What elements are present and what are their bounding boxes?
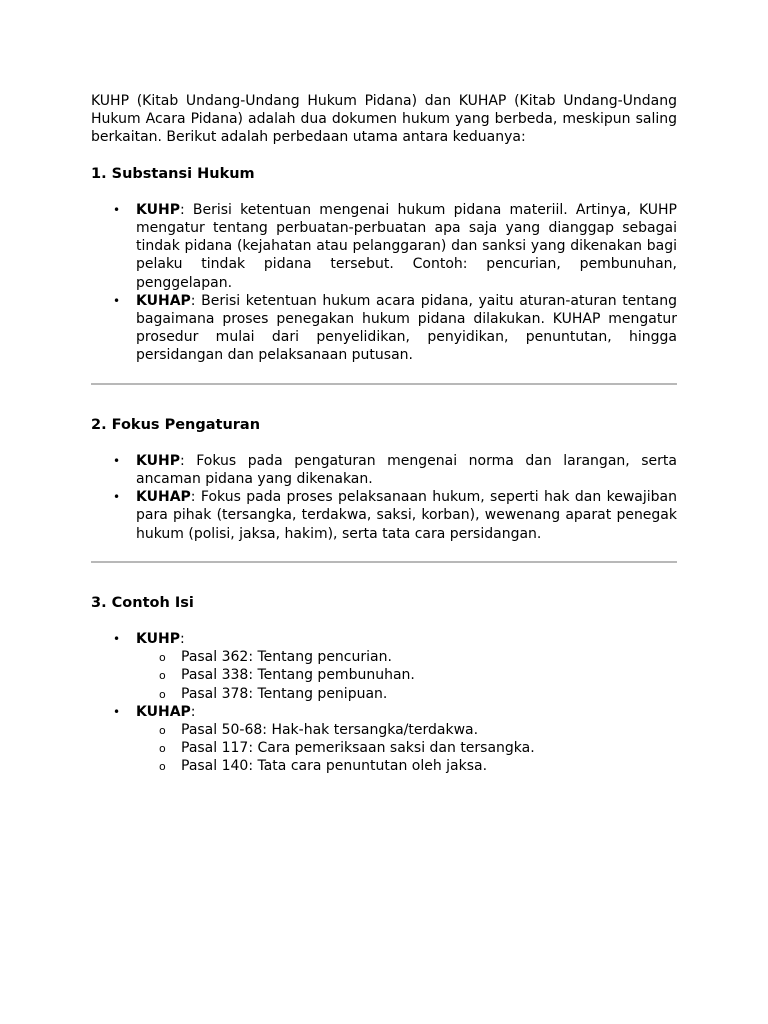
sub-list-item: o Pasal 140: Tata cara penuntutan oleh jaksa. [181, 757, 677, 775]
list-item-term: KUHAP [136, 489, 191, 506]
list-item-term: KUHAP [136, 292, 191, 309]
list-item [136, 703, 677, 776]
sub-list-item: o Pasal 362: Tentang pencurian. [181, 648, 677, 666]
sub-list-item: o Pasal 117: Cara pemeriksaan saksi dan tersangka. [181, 739, 677, 757]
list-item-text: : Fokus pada proses pelaksanaan hukum, seperti hak dan kewajiban para pihak (tersangka, terdakwa, saksi, korban), wewenang aparat penegak hukum (polisi, jaksa, hakim), serta tata cara persidangan. [136, 489, 677, 542]
section-heading-fokus: 2. Fokus Pengaturan [91, 416, 261, 433]
list-item-text: : [190, 703, 196, 720]
sub-list-item: o Pasal 338: Tentang pembunuhan. [181, 666, 677, 684]
bullet-list-fokus [91, 452, 677, 543]
document-page [91, 92, 677, 776]
section-heading-contoh: 3. Contoh Isi [91, 594, 194, 611]
bullet-list-substansi [91, 201, 677, 365]
list-item-term: KUHP [136, 631, 180, 648]
intro-paragraph: KUHP (Kitab Undang-Undang Hukum Pidana) dan KUHAP (Kitab Undang-Undang Hukum Acara Pidana) adalah dua dokumen hukum yang berbeda, meskipun saling berkaitan. Berikut adalah perbedaan utama antara keduanya: [91, 93, 677, 146]
bullet-list-contoh [91, 630, 677, 776]
list-item [136, 630, 677, 703]
list-item [136, 488, 677, 543]
sub-list-item: o Pasal 378: Tentang penipuan. [181, 685, 677, 703]
list-item-text: : [179, 631, 185, 648]
list-item-term: KUHP [136, 452, 180, 469]
list-item [136, 452, 677, 488]
list-item-term: KUHP [136, 201, 180, 218]
list-item [136, 292, 677, 365]
list-item-text: : Berisi ketentuan mengenai hukum pidana materiil. Artinya, KUHP mengatur tentang perbuatan-perbuatan apa saja yang dianggap sebagai tindak pidana (kejahatan atau pelanggaran) dan sanksi yang dikenakan bagi pelaku tindak pidana tersebut. Contoh: pencurian, pembunuhan, penggelapan. [136, 201, 677, 291]
list-item [136, 201, 677, 292]
list-item-text: : Fokus pada pengaturan mengenai norma dan larangan, serta ancaman pidana yang dikenakan. [136, 452, 677, 488]
section-heading-substansi: 1. Substansi Hukum [91, 165, 255, 182]
list-item-text: : Berisi ketentuan hukum acara pidana, yaitu aturan-aturan tentang bagaimana proses penegakan hukum pidana dilakukan. KUHAP mengatur prosedur mulai dari penyelidikan, penyidikan, penuntutan, hingga persidangan dan pelaksanaan putusan. [136, 292, 677, 364]
list-item-term: KUHAP [136, 703, 191, 720]
sub-list-kuhap [136, 721, 677, 776]
sub-list-kuhp [136, 648, 677, 703]
sub-list-item: o Pasal 50-68: Hak-hak tersangka/terdakwa. [181, 721, 677, 739]
